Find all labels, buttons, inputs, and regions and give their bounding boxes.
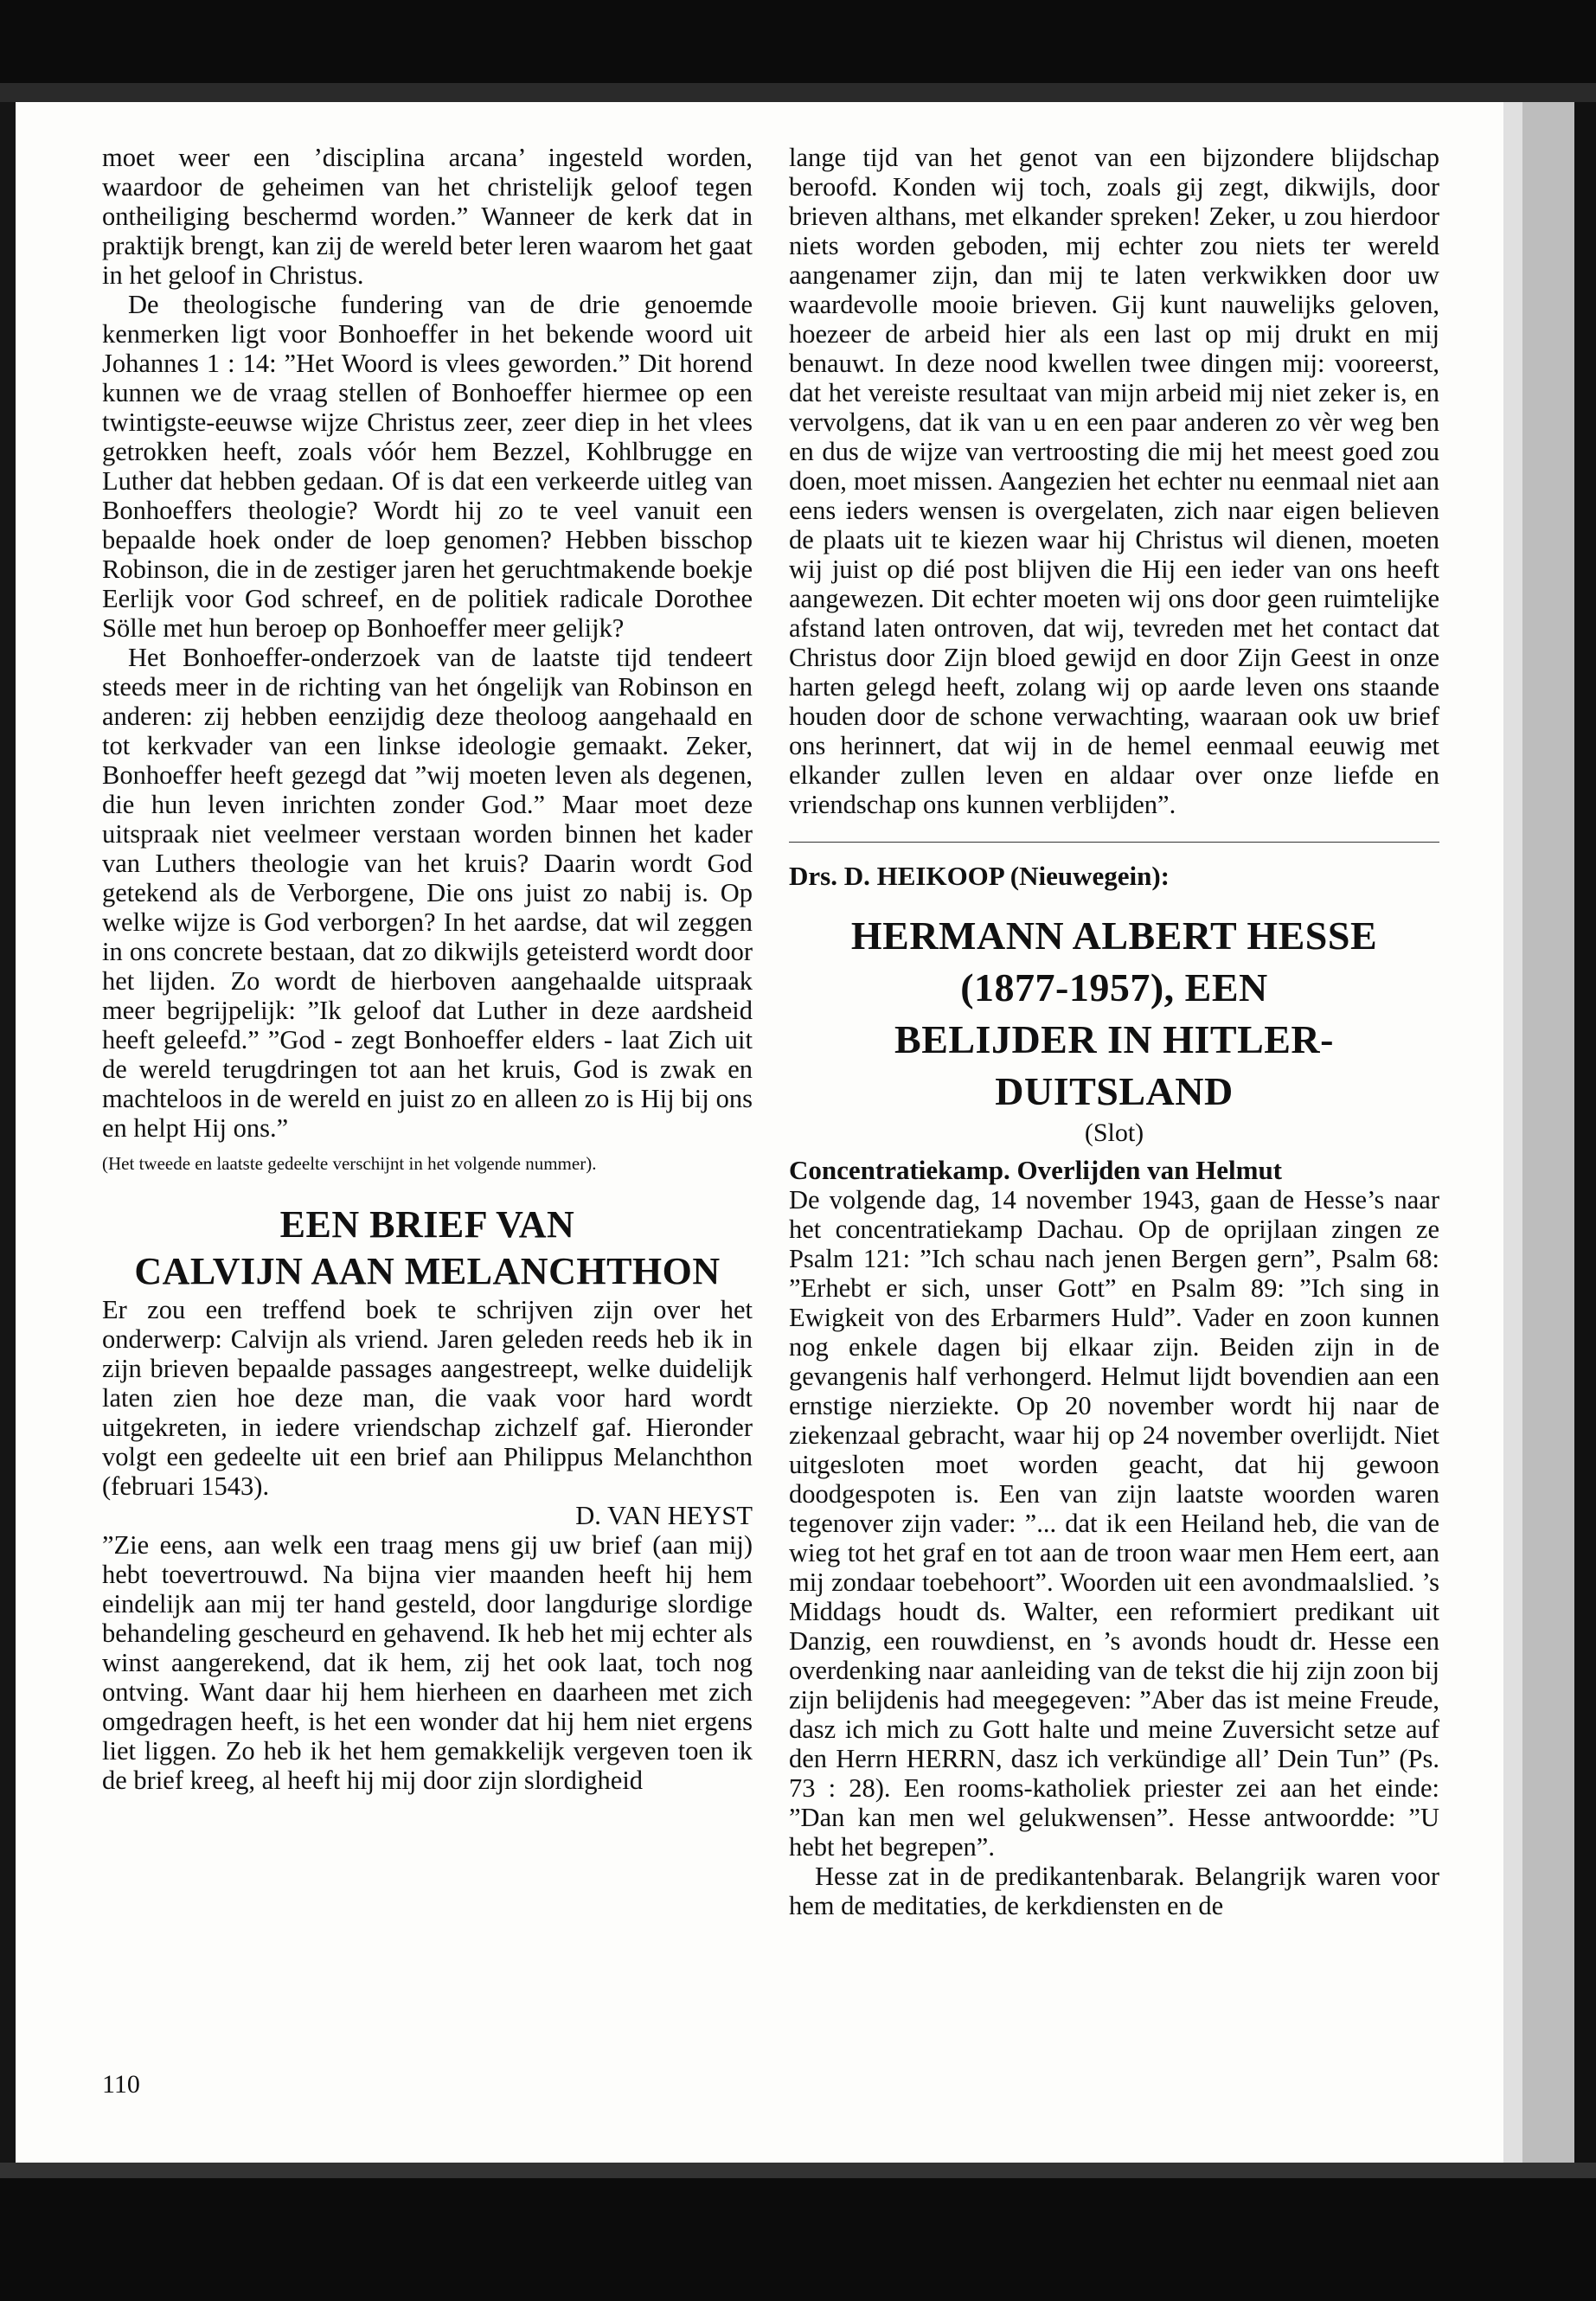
paragraph: Het Bonhoeffer-onderzoek van de laatste tijd tendeert steeds meer in de richting van het óngelijk van Robinson en anderen: zij hebben eenzijdig deze theoloog aangehaald en tot kerkvader van een linkse ideologie gemaakt. Zeker, Bonhoeffer heeft gezegd dat ”wij moeten leven als degenen, die hun leven inrichten zonder God.” Maar moet deze uitspraak niet veelmeer verstaan worden binnen het kader van Luthers theologie van het kruis? Daarin wordt God getekend als de Verborgene, Die ons juist zo nabij is. Op welke wijze is God verborgen? In het aardse, dat wil zeggen in ons concrete bestaan, dat zo dikwijls geteisterd wordt door het lijden. Zo wordt de hierboven aangehaalde uitspraak meer begrijpelijk: ”Ik geloof dat Luther in deze aardsheid heeft geleefd.” ”God - zegt Bonhoeffer elders - laat Zich uit de wereld terugdringen tot aan het kruis, God is zwak en machteloos in de wereld en juist zo en alleen zo is Hij bij ons en helpt Hij ons.” xyxy=(102,643,753,1143)
letter-text-continued: lange tijd van het genot van een bijzondere blijdschap beroofd. Konden wij toch, zoals gij zegt, dikwijls, door brieven althans, met elkander spreken! Zeker, u zou hierdoor niets worden geboden, mij echter zou niets ter wereld aangenamer zijn, dan mij te laten verkwikken door uw waardevolle mooie brieven. Gij kunt nauwelijks geloven, hoezeer de arbeid hier als een last op mij drukt en mij benauwt. In deze nood kwellen twee dingen mij: vooreerst, dat het vereiste resultaat van mijn arbeid mij niet zeker is, en vervolgens, dat ik van u en een paar anderen zo vèr weg ben en dus de wijze van vertroosting die mij het meest goed zou doen, moet missen. Aangezien het echter nu eenmaal niet aan eens ieders wensen is overgelaten, zich naar eigen believen de plaats uit te kiezen waar hij Christus wil dienen, moeten wij juist op dié post blijven die Hij een ieder van ons heeft aangewezen. Dit echter moeten wij ons door geen ruimtelijke afstand laten ontroven, dat wij, tevreden met het contact dat Christus door Zijn bloed gewijd en door Zijn Geest in onze harten gelegd heeft, zolang wij op aarde leven ons staande houden door de schone verwachting, waaraan ook uw brief ons herinnert, dat wij in de hemel eenmaal eeuwig met elkander zullen leven en aldaar over onze liefde en vriendschap ons kunnen verblijden”. xyxy=(789,143,1439,819)
article-intro: Er zou een treffend boek te schrijven zijn over het onderwerp: Calvijn als vriend. Jaren geleden reeds heb ik in zijn brieven bepaalde passages aangestreept, welke duidelijk laten zien hoe deze man, die vaak voor hard wordt uitgekreten, in iedere vriendschap zichzelf gaf. Hieronder volgt een gedeelte uit een brief aan Philippus Melanchthon (februari 1543). xyxy=(102,1295,753,1501)
scan-bottom-border-edge xyxy=(0,2163,1596,2178)
paragraph: De volgende dag, 14 november 1943, gaan de Hesse’s naar het concentratiekamp Dachau. Op de oprijlaan zingen ze Psalm 121: ”Ich schau nach jenen Bergen gern”, Psalm 68: ”Erhebt er sich, unser Gott” en Psalm 89: ”Ich sing in Ewigkeit von des Erbarmers Huld”. Vader en zoon kunnen nog enkele dagen bij elkaar zijn. Beiden zijn in de gevangenis half verhongerd. Helmut lijdt bovendien aan een ernstige nierziekte. Op 20 november wordt hij naar de ziekenzaal gebracht, waar hij op 24 november overlijdt. Niet uitgesloten moet worden geacht, dat hij gewoon doodgespoten is. Een van zijn laatste woorden waren tegenover zijn vader: ”... dat ik een Heiland heb, die van de wieg tot het graf en tot aan de troon waar men Hem eert, aan mij zondaar toebehoort”. Woorden uit een avondmaalslied. ’s Middags houdt ds. Walter, een reformiert predikant uit Danzig, een rouwdienst, en ’s avonds houdt dr. Hesse een overdenking naar aanleiding van de tekst die hij zijn zoon bij zijn belijdenis had meegegeven: ”Aber das ist meine Freude, dasz ich mich zu Gott halte und meine Zuversicht setze auf den Herrn HERRN, dasz ich verkündige all’ Dein Tun” (Ps. 73 : 28). Een rooms-katholiek priester zei aan het einde: ”Dan kan men wel gelukwensen”. Hesse antwoordde: ”U hebt het begrepen”. xyxy=(789,1185,1439,1862)
article-title-line: BELIJDER IN HITLER-DUITSLAND xyxy=(894,1017,1334,1113)
scan-bottom-border xyxy=(0,2163,1596,2301)
right-column xyxy=(789,143,1439,1920)
scan-left-border xyxy=(0,102,16,2163)
article-subtitle: (Slot) xyxy=(1084,1118,1144,1147)
left-column xyxy=(102,143,753,1795)
article-title-line: HERMANN ALBERT HESSE xyxy=(850,913,1378,958)
section-divider xyxy=(789,842,1439,843)
paragraph: De theologische fundering van de drie genoemde kenmerken ligt voor Bonhoeffer in het bekende woord uit Johannes 1 : 14: ”Het Woord is vlees geworden.” Dit horend kunnen we de vraag stellen of Bonhoeffer hiermee op een twintigste-eeuwse wijze Christus zeer, zeer diep in het vlees getrokken heeft, zoals vóór hem Bezzel, Kohlbrugge en Luther dat hebben gedaan. Of is dat een verkeerde uitleg van Bonhoeffers theologie? Wordt hij zo te veel vanuit een bepaalde hoek onder de loep genomen? Hebben bisschop Robinson, die in de zestiger jaren het geruchtmakende boekje Eerlijk voor God schreef, en de politiek radicale Dorothee Sölle met hun beroep op Bonhoeffer meer gelijk? xyxy=(102,290,753,643)
article-author: Drs. D. HEIKOOP (Nieuwegein): xyxy=(789,861,1170,891)
author-signature: D. VAN HEYST xyxy=(575,1501,753,1530)
article-title-line: (1877-1957), EEN xyxy=(960,965,1268,1009)
article-title-line: CALVIJN AAN MELANCHTHON xyxy=(134,1250,721,1292)
article-title-line: EEN BRIEF VAN xyxy=(279,1203,575,1246)
page-number: 110 xyxy=(102,2070,140,2099)
section-heading: Concentratiekamp. Overlijden van Helmut xyxy=(789,1155,1283,1185)
letter-text: ”Zie eens, aan welk een traag mens gij uw brief (aan mij) hebt toevertrouwd. Na bijna vier maanden heeft hij hem eindelijk aan mij ter hand gesteld, door langdurige slordige behandeling gescheurd en gehavend. Ik heb het mij echter als winst aangerekend, dat ik hem, zij het ook laat, toch nog ontving. Want daar hij hem hierheen en daarheen met zich omgedragen heeft, is het een wonder dat hij hem niet ergens liet liggen. Zo heb ik het hem gemakkelijk vergeven toen ik de brief kreeg, al heeft hij mij door zijn slordigheid xyxy=(102,1530,753,1795)
paragraph: moet weer een ’disciplina arcana’ ingesteld worden, waardoor de geheimen van het christelijk geloof tegen ontheiliging beschermd worden.” Wanneer de kerk dat in praktijk brengt, kan zij de wereld beter leren waarom het gaat in het geloof in Christus. xyxy=(102,143,753,290)
continuation-note: (Het tweede en laatste gedeelte verschijnt in het volgende nummer). xyxy=(102,1153,597,1174)
scan-right-border xyxy=(1574,102,1596,2301)
paragraph: Hesse zat in de predikantenbarak. Belangrijk waren voor hem de meditaties, de kerkdiensten en de xyxy=(789,1862,1439,1920)
scan-top-border-edge xyxy=(0,83,1596,102)
